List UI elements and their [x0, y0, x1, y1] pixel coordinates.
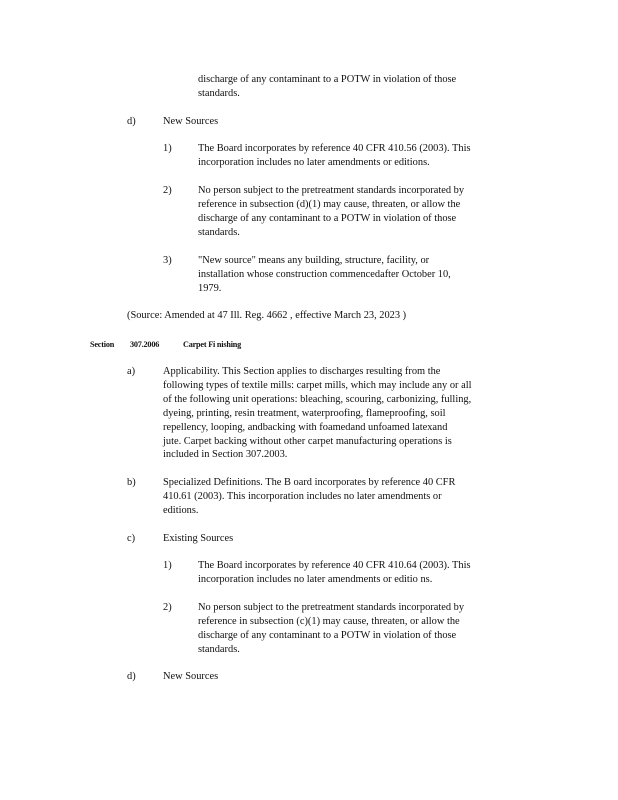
text-line: incorporation includes no later amendments or editio ns.	[198, 573, 433, 585]
text-line: reference in subsection (d)(1) may cause, threaten, or allow the	[198, 198, 461, 210]
item-number: 1)	[163, 143, 172, 154]
subsection-label-d2: d)	[127, 671, 136, 682]
subsection-heading-c: Existing Sources	[163, 533, 234, 544]
text-line: No person subject to the pretreatment standards incorporated by	[198, 602, 465, 613]
subsection-label-a: a)	[127, 366, 136, 377]
section-title: Carpet Fi nishing	[183, 340, 242, 349]
subsection-label-d: d)	[127, 116, 136, 127]
text-line: dyeing, printing, resin treatment, waterproofing, flameproofing, soil	[163, 407, 446, 419]
text-line: standards.	[198, 87, 240, 99]
item-paragraph	[198, 254, 451, 296]
text-line: installation whose construction commencedafter October 10,	[198, 268, 451, 280]
section-number: 307.2006	[130, 340, 160, 349]
item-number: 2)	[163, 602, 172, 613]
text-line: editions.	[163, 504, 199, 516]
text-line: repellency, looping, andbacking with foamedand unfoamed latexand	[163, 421, 448, 433]
text-line: incorporation includes no later amendments or editions.	[198, 156, 430, 168]
subsection-label-b: b)	[127, 477, 136, 488]
item-number: 3)	[163, 255, 172, 266]
source-note: (Source: Amended at 47 Ill. Reg. 4662 , effective March 23, 2023 )	[127, 310, 407, 321]
text-line: Specialized Definitions. The B oard incorporates by reference 40 CFR	[163, 477, 456, 488]
subsection-heading-d: New Sources	[163, 116, 219, 127]
text-line: discharge of any contaminant to a POTW in violation of those	[198, 74, 457, 85]
text-line: following types of textile mills: carpet mills, which may include any or all	[163, 379, 472, 391]
text-line: 1979.	[198, 282, 222, 294]
text-line: 410.61 (2003). This incorporation includes no later amendments or	[163, 490, 442, 502]
text-line: No person subject to the pretreatment standards incorporated by	[198, 185, 465, 196]
text-line: included in Section 307.2003.	[163, 449, 288, 461]
text-line: jute. Carpet backing without other carpet manufacturing operations is	[163, 435, 452, 447]
applicability-paragraph	[163, 365, 471, 462]
section-label: Section	[90, 340, 115, 349]
item-number: 2)	[163, 185, 172, 196]
text-line: discharge of any contaminant to a POTW in violation of those	[198, 212, 457, 224]
text-line: standards.	[198, 643, 240, 655]
text-line: reference in subsection (c)(1) may cause, threaten, or allow the	[198, 615, 460, 627]
text-line: "New source" means any building, structure, facility, or	[198, 255, 430, 266]
subsection-label-c: c)	[127, 533, 136, 544]
text-line: The Board incorporates by reference 40 CFR 410.56 (2003). This	[198, 143, 471, 154]
text-line: discharge of any contaminant to a POTW in violation of those	[198, 629, 457, 641]
text-line: Applicability. This Section applies to discharges resulting from the	[163, 366, 441, 377]
item-paragraph	[198, 184, 464, 240]
subsection-heading-d2: New Sources	[163, 671, 219, 682]
definitions-paragraph	[163, 476, 455, 518]
item-number: 1)	[163, 560, 172, 571]
item-paragraph	[198, 601, 464, 657]
continuation-paragraph	[198, 73, 456, 101]
text-line: standards.	[198, 226, 240, 238]
item-paragraph	[198, 559, 471, 587]
text-line: The Board incorporates by reference 40 CFR 410.64 (2003). This	[198, 560, 471, 571]
text-line: of the following unit operations: bleaching, scouring, carbonizing, fulling,	[163, 393, 472, 405]
item-paragraph	[198, 142, 471, 170]
